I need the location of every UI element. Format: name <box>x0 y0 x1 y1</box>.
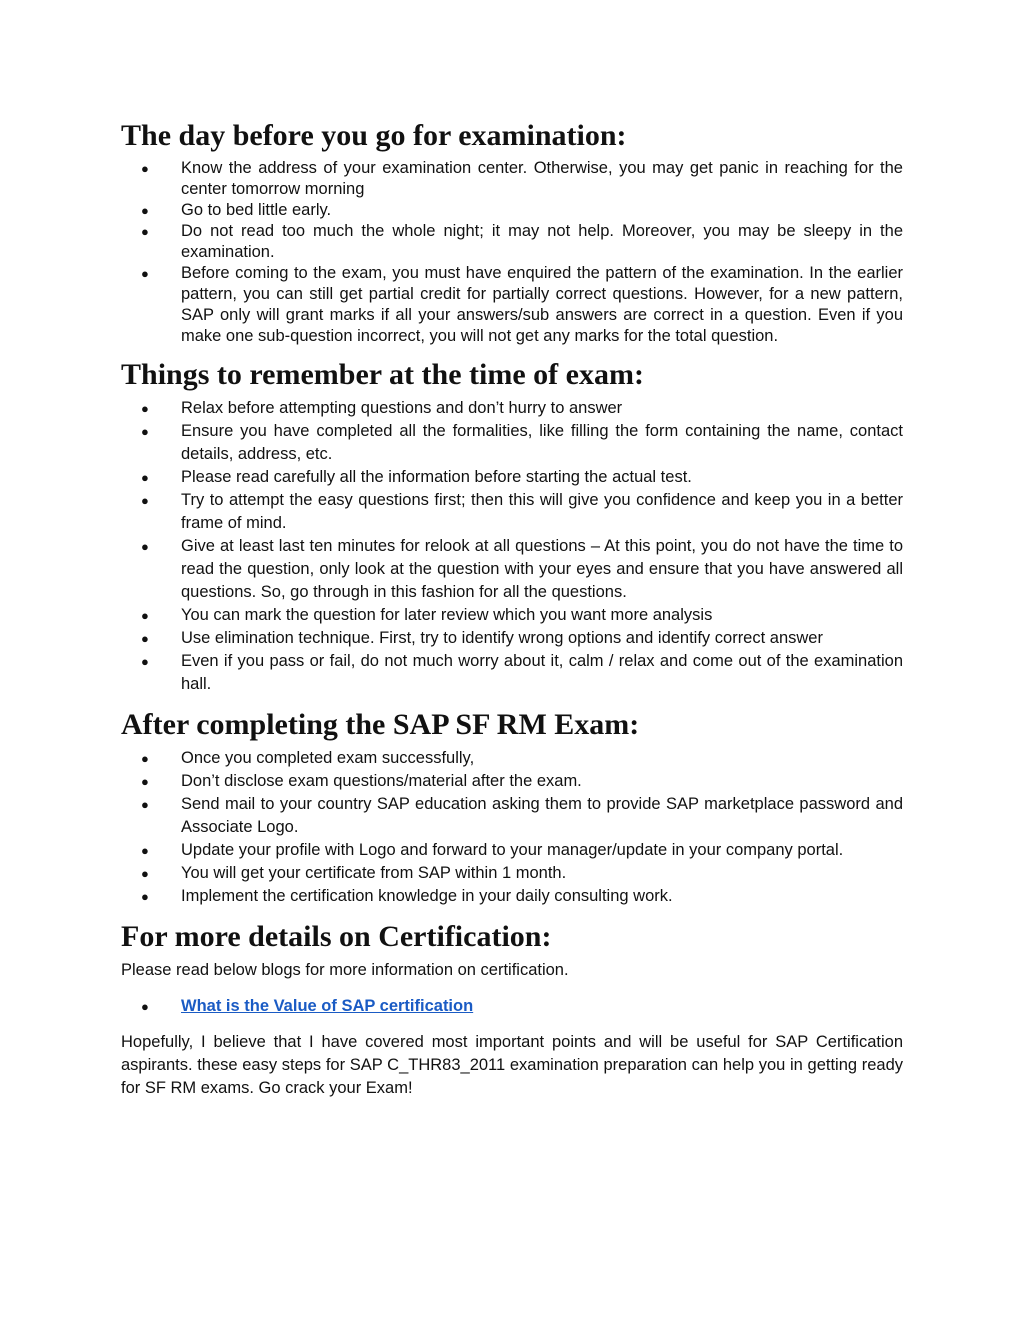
bullet-icon: ● <box>141 424 149 439</box>
list-item: ● Please read carefully all the information before starting the actual test. <box>121 466 903 489</box>
bullet-icon: ● <box>141 843 149 858</box>
bullet-icon: ● <box>141 654 149 669</box>
bullet-icon: ● <box>141 774 149 789</box>
list-item: ● Before coming to the exam, you must have enquired the pattern of the examination. In the earlier pattern, you can still get partial credit for partially correct questions. However, for a new pattern, SAP only will grant marks if all your answers/sub answers are correct in a question. Even if you make one sub-question incorrect, you will not get any marks for the total question. <box>141 264 903 345</box>
document-page <box>121 118 903 1100</box>
bullet-icon: ● <box>141 470 149 485</box>
list-item: ● Go to bed little early. <box>141 201 332 219</box>
bullet-icon: ● <box>141 751 149 766</box>
bullet-list-time-of-exam <box>121 397 903 696</box>
bullet-list-day-before <box>121 158 903 347</box>
sap-certification-value-link[interactable]: What is the Value of SAP certification <box>181 997 474 1015</box>
list-item: ● Give at least last ten minutes for relook at all questions – At this point, you do not have the time to read the question, only look at the question with your eyes and ensure that you have answered all questions. So, go through in this fashion for all the questions. <box>141 537 903 601</box>
bullet-icon: ● <box>141 224 149 239</box>
list-item: ● Do not read too much the whole night; it may not help. Moreover, you may be sleepy in the examination. <box>141 222 903 261</box>
blog-link-list <box>121 995 903 1018</box>
list-item: ● Implement the certification knowledge in your daily consulting work. <box>121 885 903 908</box>
list-item: ● Try to attempt the easy questions first; then this will give you confidence and keep you in a better frame of mind. <box>141 491 903 532</box>
bullet-icon: ● <box>141 161 149 176</box>
list-item <box>121 995 903 1018</box>
bullet-icon: ● <box>141 401 149 416</box>
bullet-icon: ● <box>141 866 149 881</box>
list-item: ● You can mark the question for later review which you want more analysis <box>121 604 903 627</box>
list-item: ● Update your profile with Logo and forward to your manager/update in your company portal. <box>121 839 903 862</box>
closing-paragraph: Hopefully, I believe that I have covered most important points and will be useful for SAP Certification aspirants. these easy steps for SAP C_THR83_2011 examination preparation can help you in getting ready for SF RM exams. Go crack your Exam! <box>121 1033 903 1097</box>
bullet-icon: ● <box>141 539 149 554</box>
list-item: ● Ensure you have completed all the formalities, like filling the form containing the name, contact details, address, etc. <box>141 422 903 463</box>
bullet-icon: ● <box>141 889 149 904</box>
bullet-icon: ● <box>141 797 149 812</box>
section-heading-day-before: The day before you go for examination: <box>121 119 627 152</box>
list-item: ● Once you completed exam successfully, <box>121 747 903 770</box>
list-item: ● Send mail to your country SAP education asking them to provide SAP marketplace password and Associate Logo. <box>141 795 903 836</box>
section-heading-time-of-exam: Things to remember at the time of exam: <box>121 358 644 391</box>
bullet-icon: ● <box>141 631 149 646</box>
bullet-icon: ● <box>141 493 149 508</box>
bullet-icon: ● <box>141 608 149 623</box>
bullet-icon: ● <box>141 999 149 1014</box>
section-heading-after-exam: After completing the SAP SF RM Exam: <box>121 708 640 741</box>
intro-paragraph: Please read below blogs for more information on certification. <box>121 961 569 979</box>
section-heading-more-details: For more details on Certification: <box>121 920 552 953</box>
list-item: ● Relax before attempting questions and don’t hurry to answer <box>121 397 903 420</box>
list-item: ● Use elimination technique. First, try to identify wrong options and identify correct answer <box>121 627 903 650</box>
list-item: ● Know the address of your examination center. Otherwise, you may get panic in reaching for the center tomorrow morning <box>141 159 903 198</box>
bullet-icon: ● <box>141 266 149 281</box>
bullet-list-after-exam <box>121 747 903 908</box>
list-item: ● Don’t disclose exam questions/material after the exam. <box>121 770 903 793</box>
list-item: ● Even if you pass or fail, do not much worry about it, calm / relax and come out of the examination hall. <box>141 652 903 693</box>
bullet-icon: ● <box>141 203 149 218</box>
list-item: ● You will get your certificate from SAP within 1 month. <box>121 862 903 885</box>
